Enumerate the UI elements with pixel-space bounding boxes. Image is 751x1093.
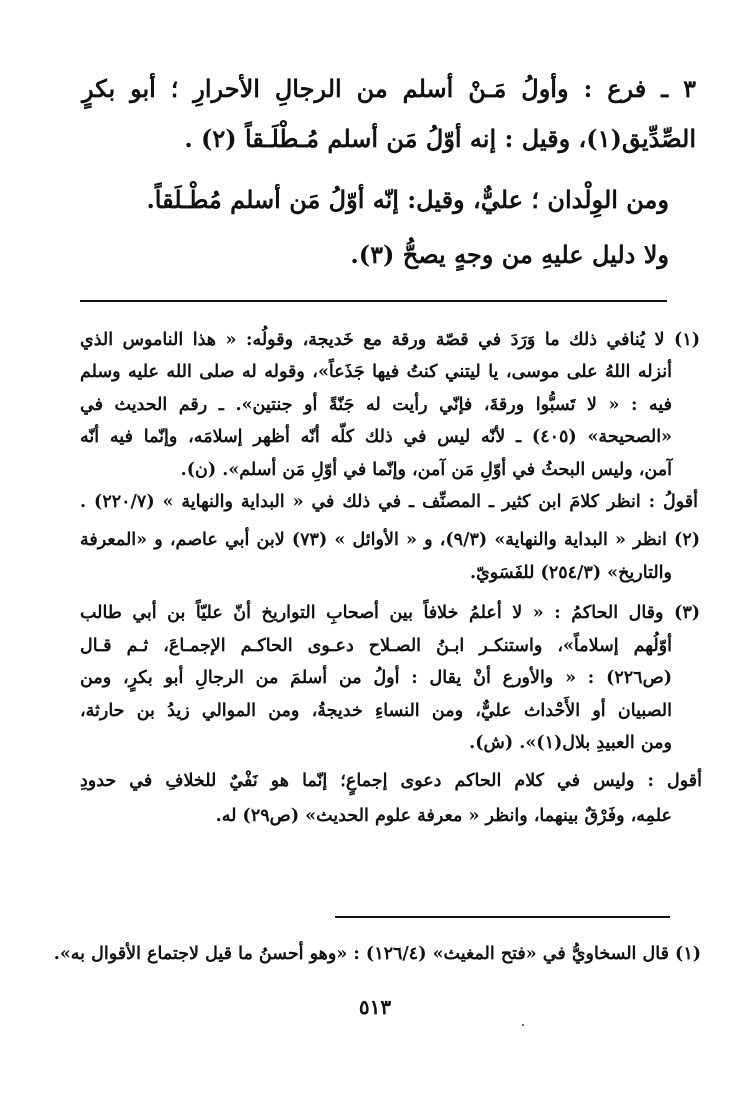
footnote-line: (٣) وقال الحاكمُ : « لا أعلمُ خلافاً بين أصحابِ التواريخ أنّ عليّاً بن أبي طالب	[80, 603, 700, 623]
footnote-line: أوّلُهم إسلاماً»، واستنكـر ابـنُ الصـلاح دعـوى الحاكـم الإجمـاعَ، ثـم قـال	[80, 636, 672, 656]
footnote-line: (ص٢٢٦) : « والأورع أنْ يقال : أولُ من أسلمَ من الرجالِ أبو بكرٍ، ومن	[80, 668, 672, 688]
subnote-separator	[335, 916, 670, 918]
footnote-line: أقولُ : انظر كلامَ ابن كثير ـ المصنِّف ـ في ذلك في « البداية والنهاية » (٢٢٠/٧) .	[80, 492, 698, 512]
print-speck	[522, 1024, 524, 1026]
footnote-line: فيه : « لا تَسبُّوا ورقةَ، فإنّي رأيت له جَنّةً أو جنتين». ـ رقم الحديث في	[80, 395, 672, 415]
footnote-separator	[80, 300, 667, 302]
main-line-1: ٣ ـ فرع : وأولُ مَـنْ أسلم من الرجالِ الأحرارِ ؛ أبو بكرٍ	[82, 74, 696, 103]
footnote-line: ومن العبيدِ بلال(١)». (ش).	[469, 733, 672, 753]
main-line-2: الصِّدِّيق(١)، وقيل : إنه أوّلُ مَن أسلم مُـطْلَـقاً (٢) .	[184, 124, 696, 153]
footnote-line: (٢) انظر « البداية والنهاية» (٩/٣)، و « الأوائل » (٧٣) لابن أبي عاصم، و «المعرفة	[80, 530, 700, 550]
footnote-line: «الصحيحة» (٤٠٥) ـ لأنّه ليس في ذلك كلّه أنّه أظهر إسلامَه، وإنّما فيه أنّه	[80, 427, 672, 447]
footnote-line: أقول : وليس في كلام الحاكم دعوى إجماعٍ؛ إنّما هو نَفْيٌ للخلافِ في حدودِ	[80, 771, 702, 791]
main-line-3: ومن الوِلْدان ؛ عليٌّ، وقيل: إنّه أوّلُ مَن أسلم مُطْـلَقاً.	[146, 185, 669, 214]
main-line-4: ولا دليل عليهِ من وجهٍ يصحُّ (٣).	[350, 240, 669, 269]
subnote: (١) قال السخاويُّ في «فتح المغيث» (١٢٦/٤) : «وهو أحسنُ ما قيل لاجتماع الأقوال به».	[53, 944, 701, 964]
footnote-line: أنزله اللهُ على موسى، يا ليتني كنتُ فيها جَذَعاً»، وقوله له صلى الله عليه وسلم	[80, 362, 672, 382]
footnote-line: آمن، وليس البحثُ في أوّلِ مَن آمن، وإنّما في أوّلِ مَن أسلم». (ن).	[180, 460, 672, 480]
footnote-line: الصبيان أو الأَحْداث عليٌّ، ومن النساءِ خديجةُ، ومن الموالي زيدُ بن حارثة،	[80, 701, 672, 721]
page-number: ٥١٣	[358, 995, 392, 1019]
footnote-line: علمِه، وفَرْقٌ بينهما، وانظر « معرفة علوم الحديث» (ص٢٩) له.	[215, 806, 672, 826]
footnote-line: والتاريخ» (٢٥٤/٣) للفَسَويّ.	[470, 563, 672, 583]
footnote-line: (١) لا يُنافي ذلك ما وَرَدَ في قصّة ورقة مع خَديجة، وقولُه: « هذا الناموس الذي	[80, 330, 700, 350]
